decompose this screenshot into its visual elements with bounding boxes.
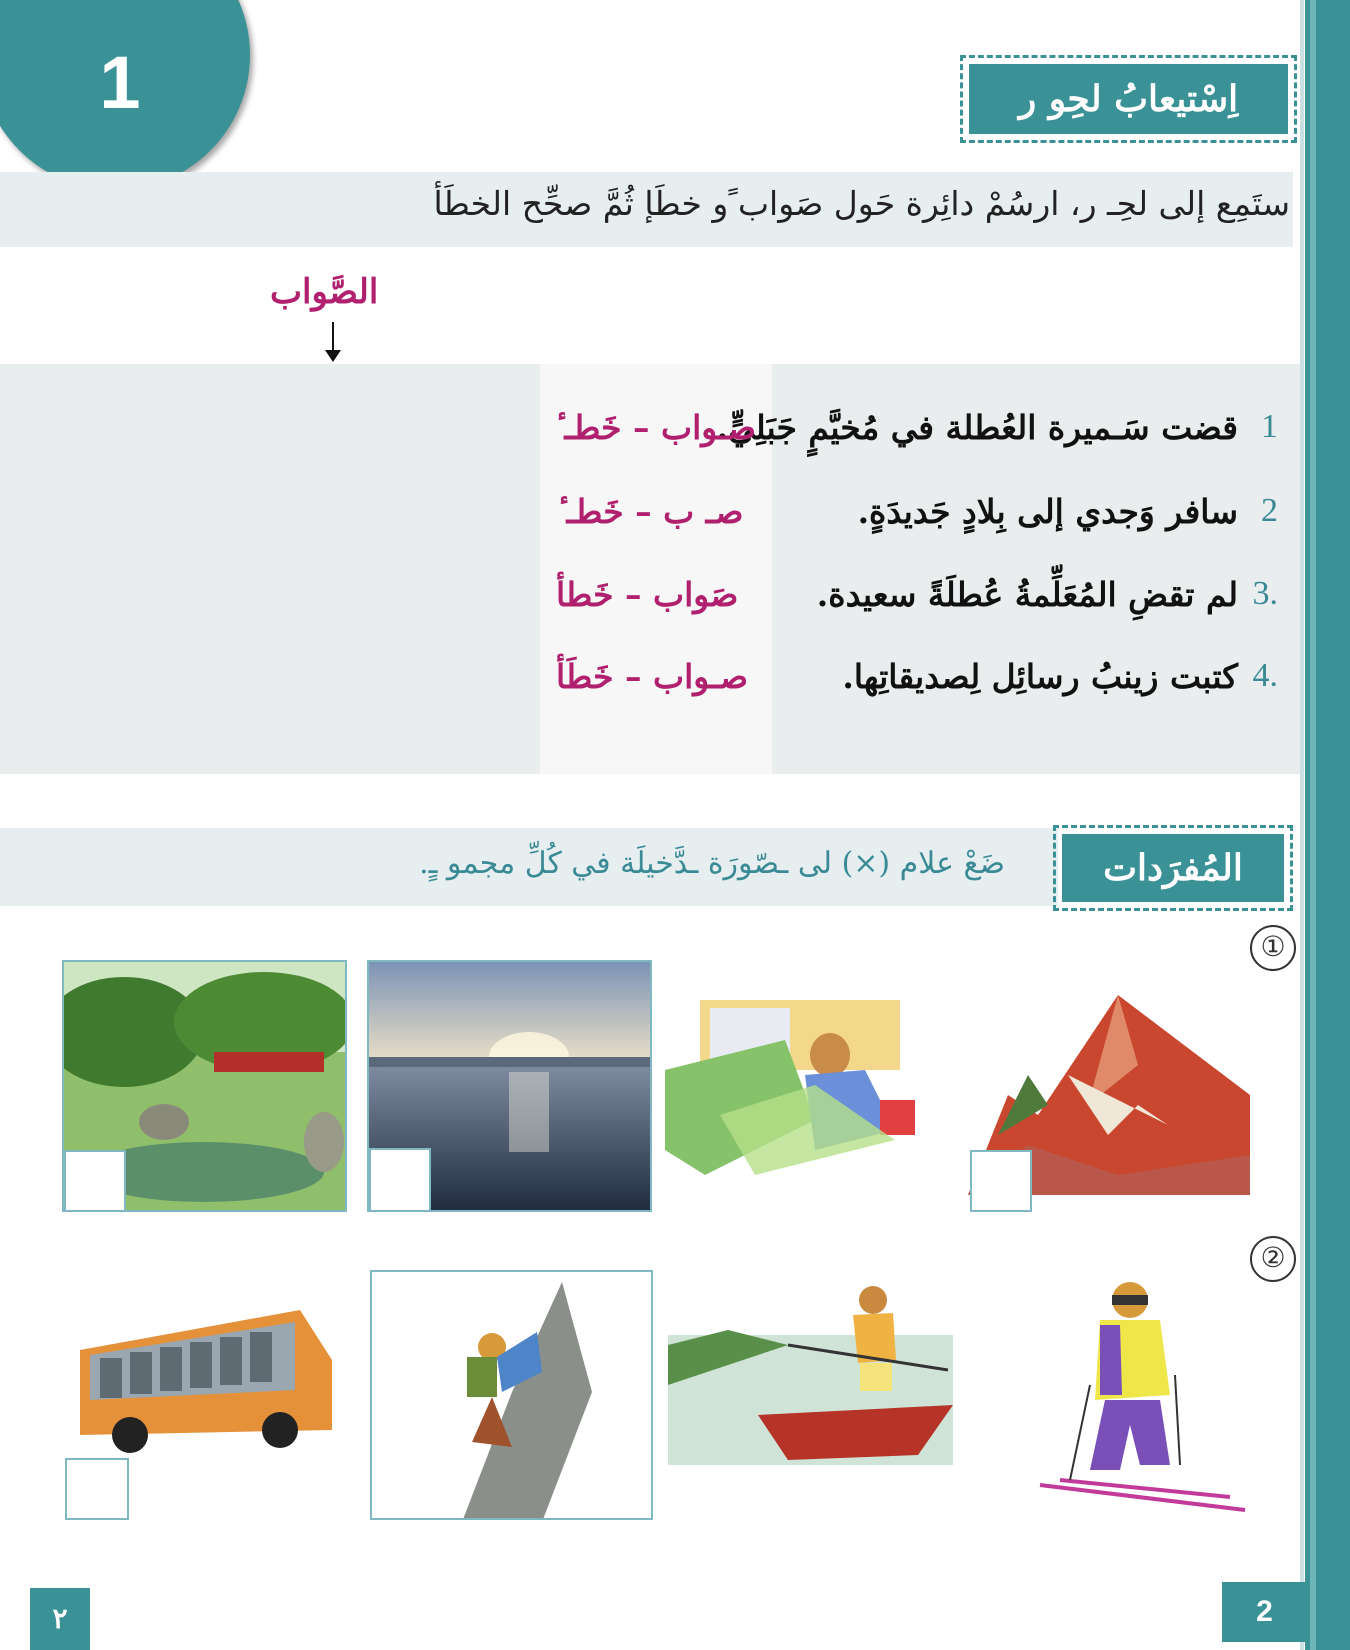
boy-waking-illustration (665, 1000, 950, 1182)
statement-text: قضت سَـميرة العُطلة في مُخيَّمٍ جَبَلِيٍّ. (716, 408, 1238, 447)
answer-area[interactable] (0, 364, 540, 774)
vocab-instruction: ضَعْ علام (×) لى ـصّورَة ـدَّخيلَة في كُلِّ مجمو ـٍ. (419, 846, 1005, 881)
bus-illustration (70, 1300, 340, 1460)
unit-number: 1 (99, 41, 141, 124)
checkbox[interactable] (369, 1148, 431, 1212)
true-false-options[interactable]: صـواب – خَطَأ (556, 657, 748, 696)
row-number: 4. (1252, 657, 1278, 694)
checkbox[interactable] (65, 1458, 129, 1520)
true-false-options[interactable]: صَواب – خَطأ (556, 575, 739, 614)
vocab-title: المُفرَدات (1103, 847, 1243, 889)
arrow-head-icon (325, 350, 341, 362)
group-number-2: ② (1250, 1236, 1296, 1282)
true-false-options[interactable]: صـ ب – خَطـ ٔ (556, 492, 744, 531)
vocab-title-tag (1058, 830, 1288, 906)
boy-rowing-illustration (668, 1275, 953, 1465)
page-number: 2 (1222, 1582, 1307, 1642)
statement-row-3 (540, 575, 1300, 635)
correct-label: الصَّواب (270, 272, 379, 312)
section-title: اِسْتيعابُ لحِو ر (1018, 78, 1239, 120)
row-number: 1 (1261, 408, 1278, 445)
page-edge-light (1300, 0, 1304, 1650)
statement-row-2 (540, 492, 1300, 552)
true-false-options[interactable]: صـواب – خَطـ ٔ (553, 408, 756, 447)
row-number: 2 (1261, 492, 1278, 529)
statement-text: سافر وَجدي إلى بِلادٍ جَديدَةٍ. (857, 492, 1238, 531)
page-side-stripe (1310, 0, 1316, 1650)
climber-illustration (370, 1270, 653, 1520)
skier-illustration (1030, 1275, 1255, 1515)
statement-text: كتبت زينبُ رسائِل لِصديقاتِها. (842, 657, 1238, 696)
statement-text: لم تقضِ المُعَلِّمةُ عُطلَةً سعيدة. (816, 575, 1238, 614)
instruction-text: ستَمِع إلى لحِـ ر، ارسُمْ دائِرة حَول صَواب ًو خطَإ ثُمَّ صحِّح الخطَأ (433, 184, 1290, 223)
section-title-tag (965, 60, 1292, 138)
statement-row-4 (540, 657, 1300, 717)
statement-row-1 (540, 408, 1300, 468)
row-number: 3. (1252, 575, 1278, 612)
checkbox[interactable] (64, 1150, 126, 1212)
group-number-1: ① (1250, 925, 1296, 971)
page-number-arabic: ٢ (30, 1588, 90, 1650)
checkbox[interactable] (970, 1150, 1032, 1212)
